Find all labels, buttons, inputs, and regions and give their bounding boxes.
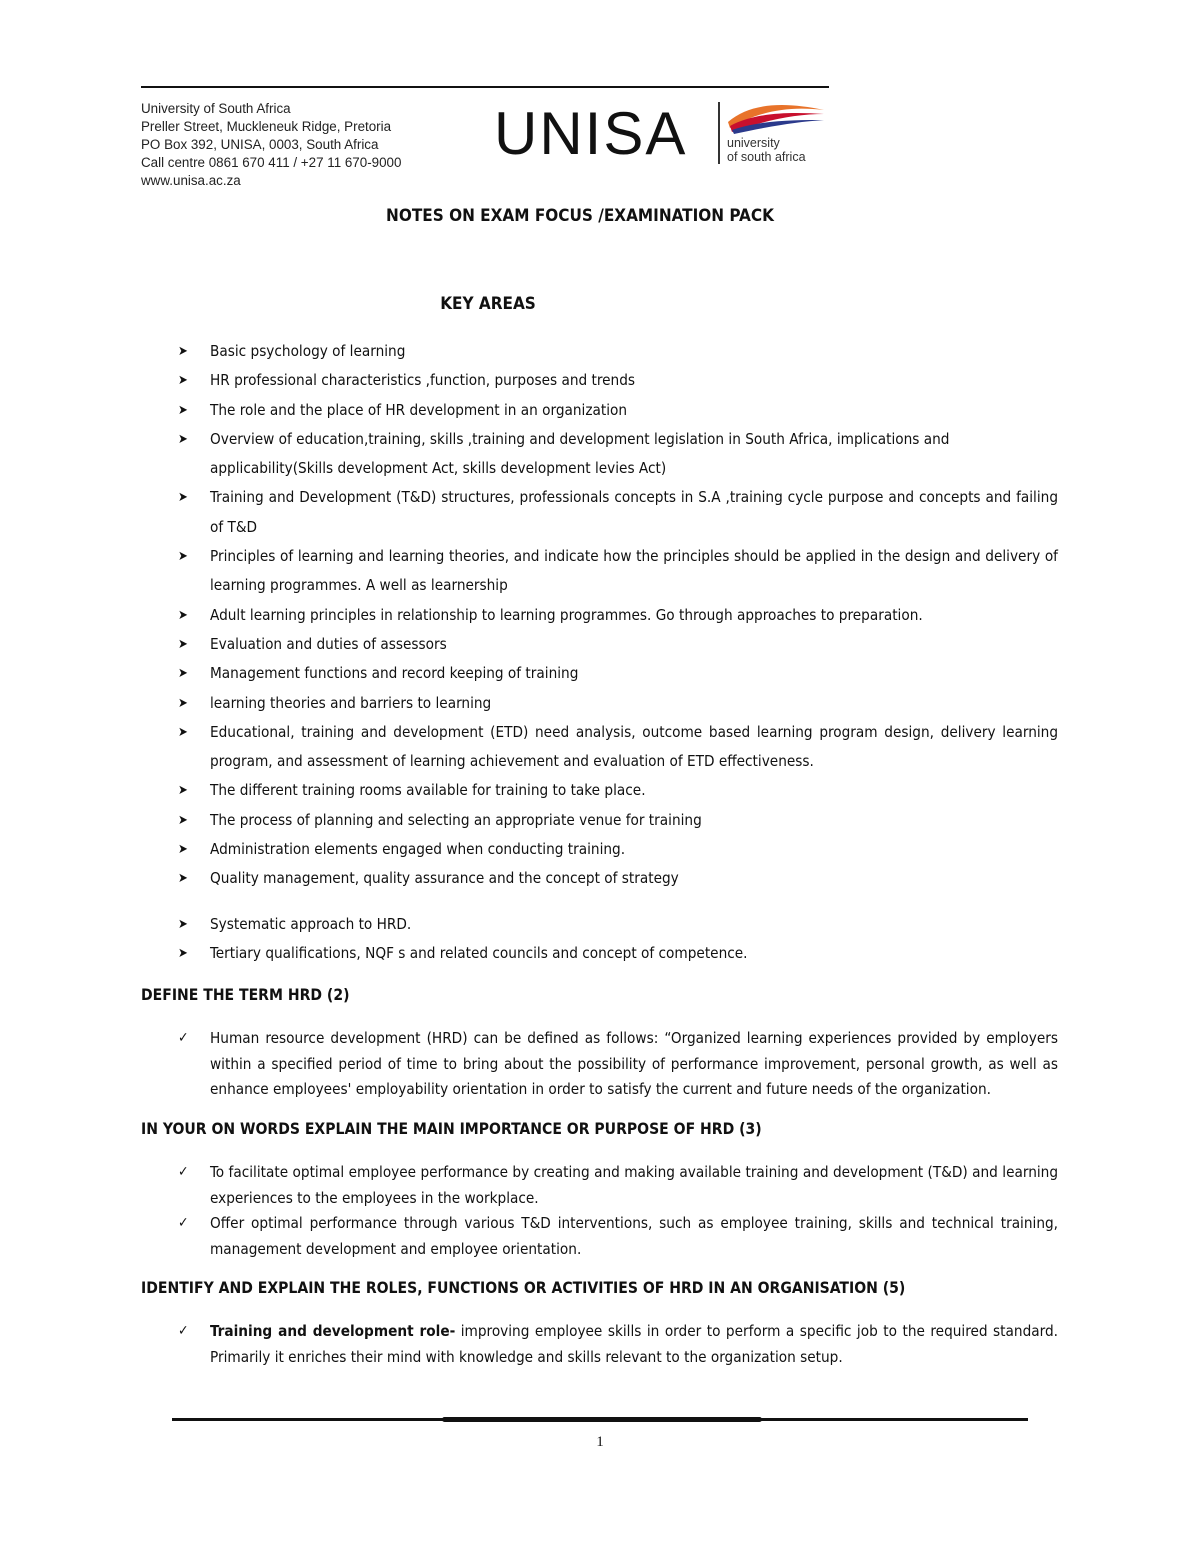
arrow-bullet-icon: ➤ xyxy=(178,871,188,887)
unisa-logo xyxy=(494,98,834,168)
list-item-text: Management functions and record keeping of training xyxy=(210,664,579,683)
list-item xyxy=(178,425,1058,484)
arrow-bullet-icon: ➤ xyxy=(178,402,188,418)
section-list xyxy=(178,1319,1058,1370)
list-item xyxy=(178,689,1058,718)
section-heading: IN YOUR ON WORDS EXPLAIN THE MAIN IMPORTANCE OR PURPOSE OF HRD (3) xyxy=(141,1120,762,1138)
checkmark-icon: ✓ xyxy=(178,1164,189,1180)
arrow-bullet-icon: ➤ xyxy=(178,945,188,961)
logo-tagline xyxy=(727,136,806,164)
logo-swoosh-icon xyxy=(726,100,826,136)
checkmark-icon: ✓ xyxy=(178,1030,189,1046)
list-item xyxy=(178,542,1058,601)
list-item-text: The process of planning and selecting an appropriate venue for training xyxy=(210,810,702,829)
key-areas-list xyxy=(178,337,1058,968)
list-item-text: Offer optimal performance through various T&D interventions, such as employee training, skills and technical training, management development and employee orientation. xyxy=(210,1214,1058,1258)
logo-divider xyxy=(718,102,720,164)
arrow-bullet-icon: ➤ xyxy=(178,695,188,711)
list-item-text: Educational, training and development (ETD) need analysis, outcome based learning program design, delivery learning program, and assessment of learning achievement and evaluation of ETD effectiveness. xyxy=(210,722,1058,771)
arrow-bullet-icon: ➤ xyxy=(178,431,188,447)
address-line: PO Box 392, UNISA, 0003, South Africa xyxy=(141,137,379,152)
arrow-bullet-icon: ➤ xyxy=(178,344,188,359)
address-line: University of South Africa xyxy=(141,101,291,116)
list-item xyxy=(178,1026,1058,1103)
list-item xyxy=(178,864,1058,893)
list-item-text: The role and the place of HR development in an organization xyxy=(210,400,628,419)
logo-wordmark: UNISA xyxy=(494,100,688,167)
arrow-bullet-icon: ➤ xyxy=(178,812,188,828)
arrow-bullet-icon: ➤ xyxy=(178,636,188,652)
list-item-text: Quality management, quality assurance and the concept of strategy xyxy=(210,869,679,888)
list-item xyxy=(178,718,1058,777)
list-item-text: Basic psychology of learning xyxy=(210,342,406,360)
list-item-text: Tertiary qualifications, NQF s and related councils and concept of competence. xyxy=(210,943,748,962)
checkmark-icon: ✓ xyxy=(178,1215,189,1231)
list-item xyxy=(178,483,1058,542)
list-item-text: Adult learning principles in relationship to learning programmes. Go through approaches to preparation. xyxy=(210,605,923,624)
letterhead-address xyxy=(141,100,401,190)
arrow-bullet-icon: ➤ xyxy=(178,490,188,506)
list-item xyxy=(178,1160,1058,1211)
list-item xyxy=(178,1319,1058,1370)
list-item xyxy=(178,910,1058,939)
list-item-text: HR professional characteristics ,function, purposes and trends xyxy=(210,371,636,390)
list-item-text: Human resource development (HRD) can be defined as follows: “Organized learning experiences provided by employers within a specified period of time to bring about the possibility of performance improvement, personal growth, as well as enhance employees' employability orientation in order to satisfy the current and future needs of the organization. xyxy=(210,1029,1058,1098)
list-item xyxy=(178,630,1058,659)
section-list xyxy=(178,1160,1058,1262)
list-item-text: Training and Development (T&D) structures, professionals concepts in S.A ,training cycle purpose and concepts and failing of T&D xyxy=(210,488,1058,536)
list-item xyxy=(178,366,1058,395)
section-heading: DEFINE THE TERM HRD (2) xyxy=(141,986,350,1004)
arrow-bullet-icon: ➤ xyxy=(178,607,188,623)
address-line: Call centre 0861 670 411 / +27 11 670-9000 xyxy=(141,155,402,170)
list-item xyxy=(178,659,1058,688)
arrow-bullet-icon: ➤ xyxy=(178,724,188,740)
section-heading: IDENTIFY AND EXPLAIN THE ROLES, FUNCTIONS OR ACTIVITIES OF HRD IN AN ORGANISATION (5) xyxy=(141,1279,906,1297)
list-item xyxy=(178,396,1058,425)
list-item-text: The different training rooms available for training to take place. xyxy=(210,781,646,800)
list-item xyxy=(178,939,1058,968)
arrow-bullet-icon: ➤ xyxy=(178,373,188,389)
list-item xyxy=(178,601,1058,630)
list-item-text: Administration elements engaged when conducting training. xyxy=(210,840,626,859)
list-item xyxy=(178,776,1058,805)
list-item-text: Overview of education,training, skills ,training and development legislation in South Africa, implications and applicability(Skills development Act, skills development levies Act) xyxy=(210,429,950,478)
list-item-bold-lead: Training and development role- xyxy=(210,1322,456,1340)
key-areas-heading: KEY AREAS xyxy=(440,294,536,314)
list-item xyxy=(178,337,1058,366)
section-list xyxy=(178,1026,1058,1103)
logo-tagline-line: university xyxy=(727,136,780,150)
footer-rule xyxy=(172,1418,1028,1421)
arrow-bullet-icon: ➤ xyxy=(178,666,188,682)
letterhead-rule xyxy=(141,86,829,88)
list-item-text: Evaluation and duties of assessors xyxy=(210,634,447,653)
address-line: Preller Street, Muckleneuk Ridge, Pretoria xyxy=(141,119,392,134)
list-item-text: Systematic approach to HRD. xyxy=(210,914,412,933)
checkmark-icon: ✓ xyxy=(178,1323,189,1339)
list-item-text: improving employee skills in order to perform a specific job to the required standard. Primarily it enriches their mind with knowledge and skills relevant to the organization setup. xyxy=(210,1322,1058,1366)
list-item-text: Principles of learning and learning theories, and indicate how the principles should be applied in the design and delivery of learning programmes. A well as learnership xyxy=(210,547,1058,595)
list-item-text: learning theories and barriers to learning xyxy=(210,693,492,712)
list-item xyxy=(178,806,1058,835)
arrow-bullet-icon: ➤ xyxy=(178,916,188,932)
arrow-bullet-icon: ➤ xyxy=(178,783,188,799)
list-item xyxy=(178,835,1058,864)
arrow-bullet-icon: ➤ xyxy=(178,842,188,858)
logo-tagline-line: of south africa xyxy=(727,150,806,164)
document-title: NOTES ON EXAM FOCUS /EXAMINATION PACK xyxy=(386,206,774,226)
address-line: www.unisa.ac.za xyxy=(141,173,241,188)
list-item-text: To facilitate optimal employee performance by creating and making available training and development (T&D) and learning experiences to the employees in the workplace. xyxy=(210,1163,1058,1207)
list-item xyxy=(178,1211,1058,1262)
arrow-bullet-icon: ➤ xyxy=(178,549,188,565)
page-number: 1 xyxy=(596,1434,604,1450)
